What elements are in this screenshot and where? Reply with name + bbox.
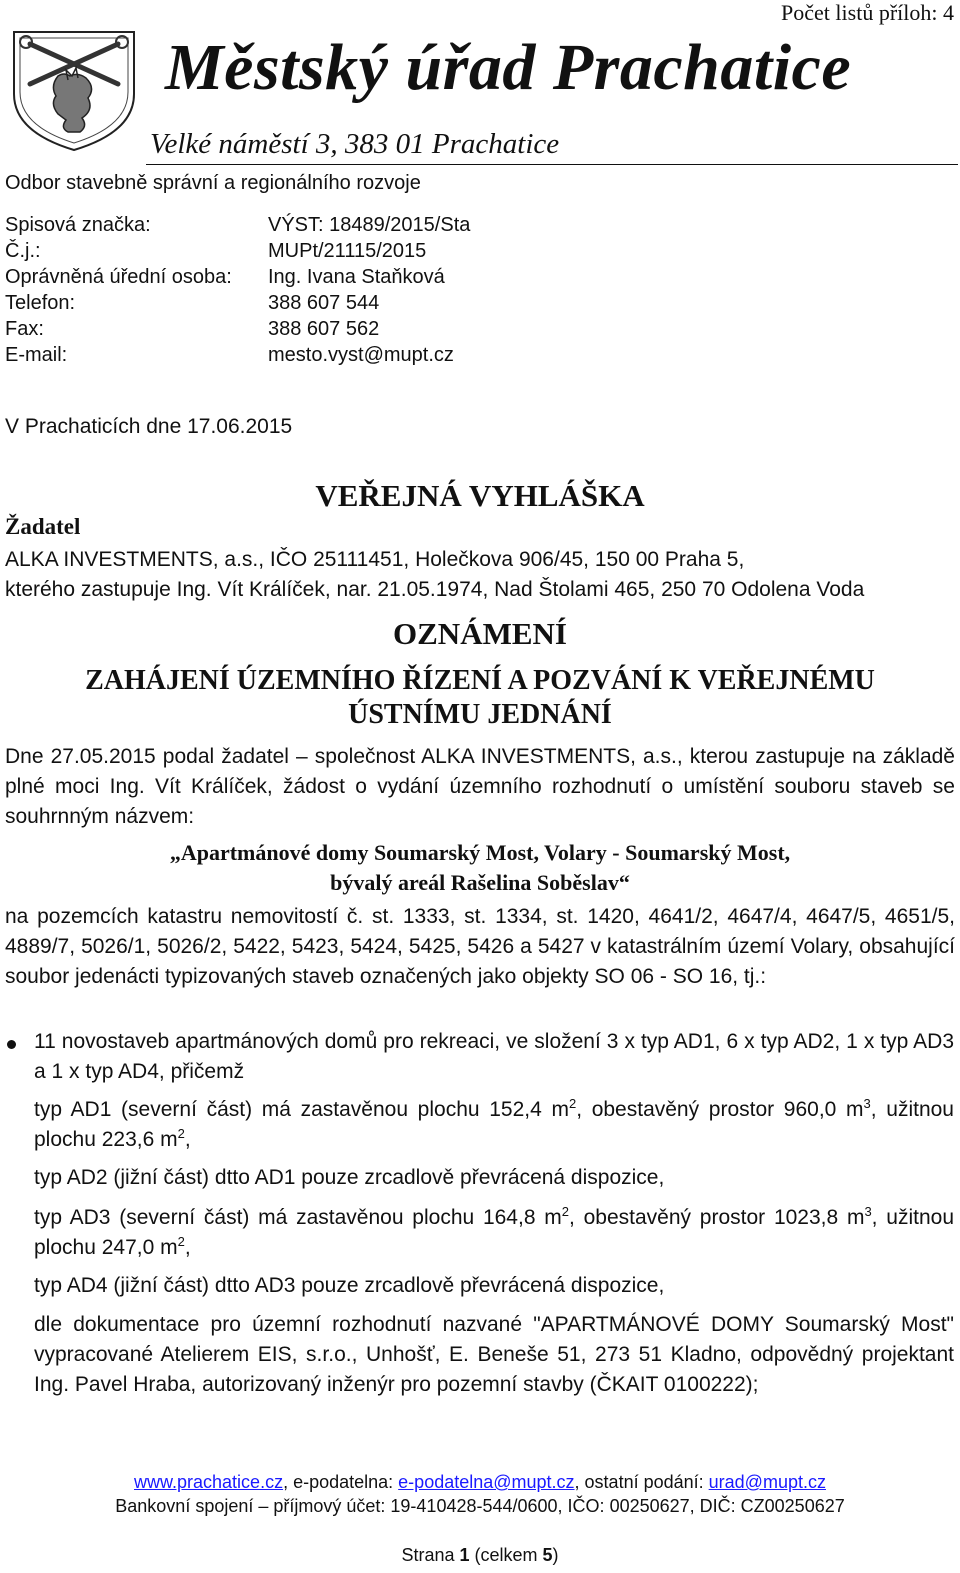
meta-label: Fax:: [5, 318, 44, 340]
applicant-details: [5, 545, 955, 605]
attachments-count: Počet listů příloh: 4: [781, 0, 954, 25]
meta-value: VÝST: 18489/2015/Sta: [268, 214, 471, 236]
project-name: [0, 838, 960, 898]
heading-announcement: OZNÁMENÍ: [393, 616, 567, 651]
meta-label: E-mail:: [5, 344, 68, 366]
parcels-paragraph: na pozemcích katastru nemovitostí č. st. 1333, st. 1334, st. 1420, 4641/2, 4647/4, 4647/5, 4651/5, 4889/7, 5026/1, 5026/2, 5422, 5423, 5424, 5425, 5426 a 5427 v katastrálním území Volary, obsahující soubor jedenácti typizovaných staveb označených jako objekty SO 06 - SO 16, tj.:: [5, 905, 955, 988]
ad1-sup: 3: [863, 1096, 871, 1111]
applicant-line: ALKA INVESTMENTS, a.s., IČO 25111451, Holečkova 906/45, 150 00 Praha 5,: [5, 548, 745, 571]
type-ad4-description: typ AD4 (jižní část) dtto AD3 pouze zrcadlově převrácená dispozice,: [34, 1274, 665, 1297]
meta-label: Telefon:: [5, 292, 76, 314]
ad3-text: ,: [184, 1236, 191, 1259]
meta-value[interactable]: mesto.vyst@mupt.cz: [268, 344, 454, 366]
bullet-main: 11 novostaveb apartmánových domů pro rekreaci, ve složení 3 x typ AD1, 6 x typ AD2, 1 x typ AD3 a 1 x typ AD4, přičemž: [34, 1030, 954, 1083]
type-ad3-description: [34, 1203, 954, 1263]
header-divider: [146, 164, 958, 165]
applicant-label: Žadatel: [5, 514, 81, 539]
office-title: Městský úřad Prachatice: [165, 31, 852, 104]
project-name-line: bývalý areál Rašelina Soběslav“: [330, 870, 630, 895]
intro-paragraph: Dne 27.05.2015 podal žadatel – společnost ALKA INVESTMENTS, a.s., kterou zastupuje na základě plné moci Ing. Vít Králíček, žádost o vydání územního rozhodnutí o umístění souboru staveb se souhrnným názvem:: [5, 745, 955, 828]
footer-contacts: [0, 1472, 960, 1493]
meta-value: 388 607 562: [268, 318, 380, 340]
heading-public-notice: VEŘEJNÁ VYHLÁŠKA: [315, 478, 645, 513]
department-name: Odbor stavebně správní a regionálního rozvoje: [5, 172, 421, 194]
meta-label: Oprávněná úřední osoba:: [5, 266, 232, 288]
page-total: 5: [542, 1545, 553, 1565]
heading-procedure-line: ÚSTNÍMU JEDNÁNÍ: [348, 699, 612, 730]
footer-epodatelna-link[interactable]: e-podatelna@mupt.cz: [398, 1472, 575, 1492]
footer-urad-link[interactable]: urad@mupt.cz: [708, 1472, 826, 1492]
office-address: Velké náměstí 3, 383 01 Prachatice: [150, 128, 560, 160]
type-ad2-description: typ AD2 (jižní část) dtto AD1 pouze zrcadlově převrácená dispozice,: [34, 1166, 665, 1189]
page-mid: (celkem: [469, 1545, 543, 1565]
footer-bank-details: Bankovní spojení – příjmový účet: 19-410428-544/0600, IČO: 00250627, DIČ: CZ00250627: [115, 1496, 845, 1516]
document-date: V Prachaticích dne 17.06.2015: [5, 415, 293, 438]
footer-separator: , e-podatelna:: [283, 1472, 399, 1492]
meta-value: 388 607 544: [268, 292, 380, 314]
ad1-sup: 2: [177, 1126, 185, 1141]
ad3-text: , obestavěný prostor 1023,8 m: [569, 1206, 865, 1229]
meta-label: Č.j.:: [5, 240, 41, 262]
bullet-icon: [7, 1040, 16, 1049]
ad1-text: ,: [184, 1128, 191, 1151]
footer-separator: , ostatní podání:: [574, 1472, 709, 1492]
page-prefix: Strana: [401, 1545, 460, 1565]
page-number: [0, 1545, 960, 1566]
heading-procedure: [0, 664, 960, 732]
ad3-text: typ AD3 (severní část) má zastavěnou plochu 164,8 m: [34, 1206, 562, 1229]
meta-value: MUPt/21115/2015: [268, 240, 427, 262]
ad1-text: , obestavěný prostor 960,0 m: [576, 1098, 864, 1121]
page-suffix: ): [552, 1545, 559, 1565]
ad1-text: typ AD1 (severní část) má zastavěnou plochu 152,4 m: [34, 1098, 569, 1121]
documentation-paragraph: dle dokumentace pro územní rozhodnutí nazvané "APARTMÁNOVÉ DOMY Soumarský Most" vypracované Atelierem EIS, s.r.o., Unhošť, E. Beneše 51, 273 51 Kladno, odpovědný projektant Ing. Pavel Hraba, autorizovaný inženýr pro pozemní stavby (ČKAIT 0100222);: [34, 1313, 954, 1396]
ad1-text: , užitnou plochu 223,6 m: [34, 1098, 954, 1151]
meta-label: Spisová značka:: [5, 214, 151, 236]
meta-value: Ing. Ivana Staňková: [268, 266, 445, 288]
page-current: 1: [459, 1545, 470, 1565]
ad3-sup: 2: [561, 1204, 570, 1219]
ad3-sup: 2: [177, 1234, 185, 1249]
heading-procedure-line: ZAHÁJENÍ ÚZEMNÍHO ŘÍZENÍ A POZVÁNÍ K VEŘEJNÉMU: [85, 665, 875, 696]
city-coat-of-arms-icon: [6, 28, 142, 154]
project-name-line: „Apartmánové domy Soumarský Most, Volary - Soumarský Most,: [169, 840, 791, 865]
ad3-sup: 3: [864, 1204, 872, 1219]
ad3-text: , užitnou plochu 247,0 m: [34, 1206, 954, 1259]
applicant-line: kterého zastupuje Ing. Vít Králíček, nar. 21.05.1974, Nad Štolami 465, 250 70 Odolena Voda: [5, 578, 865, 601]
footer-web-link[interactable]: www.prachatice.cz: [134, 1472, 284, 1492]
ad1-sup: 2: [568, 1096, 577, 1111]
type-ad1-description: [34, 1095, 954, 1155]
